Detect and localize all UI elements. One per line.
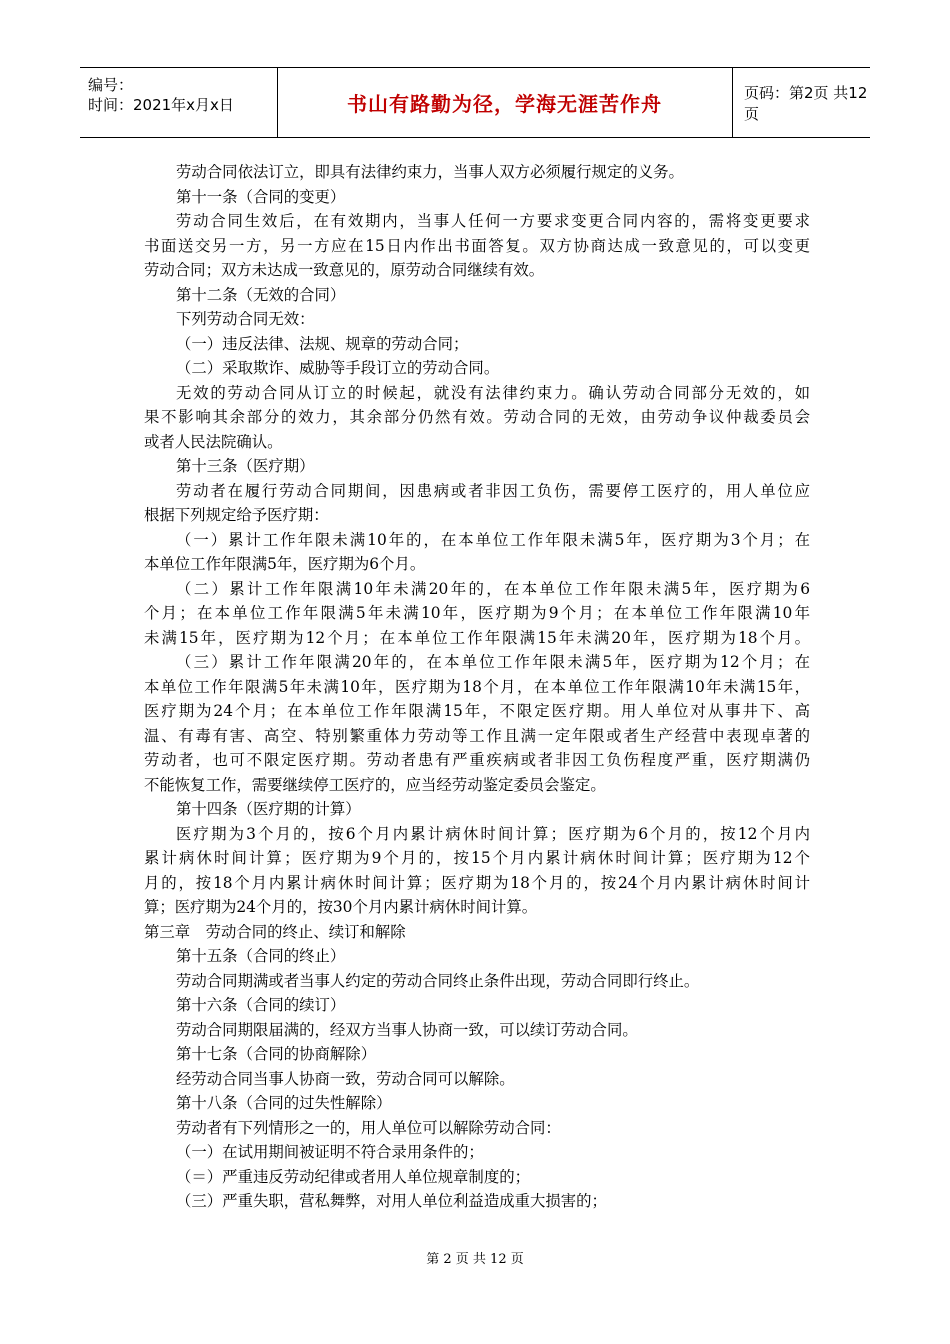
body-line: 温、有毒有害、高空、特别繁重体力劳动等工作且满一定年限或者生产经营中表现卓著的	[144, 726, 810, 745]
list-item: （三）累计工作年限满20年的，在本单位工作年限未满5年，医疗期为12个月；在	[176, 653, 810, 671]
body-line: 劳动合同期限届满的，经双方当事人协商一致，可以续订劳动合同。	[176, 1020, 638, 1039]
header-meta	[80, 68, 278, 137]
article-heading: 第十六条（合同的续订）	[176, 996, 346, 1014]
article-heading: 第十二条（无效的合同）	[176, 285, 346, 304]
body-line: 不能恢复工作，需要继续停工医疗的，应当经劳动鉴定委员会鉴定。	[144, 775, 606, 794]
body-line: 医疗期为24个月；在本单位工作年限满15年，不限定医疗期。用人单位对从事井下、高	[144, 702, 810, 720]
header-page-info: 页码：第2页 共12页	[744, 83, 868, 123]
body-line: 个月；在本单位工作年限满5年未满10年，医疗期为9个月；在本单位工作年限满10年	[144, 604, 810, 622]
serial-number-label: 编号：	[88, 76, 134, 94]
document-body	[144, 160, 810, 1214]
body-line: 劳动者有下列情形之一的，用人单位可以解除劳动合同：	[176, 1118, 561, 1137]
list-item: （一）违反法律、法规、规章的劳动合同；	[176, 334, 469, 353]
list-item: （二）累计工作年限满10年未满20年的，在本单位工作年限未满5年，医疗期为6	[176, 579, 810, 598]
body-line: 果不影响其余部分的效力，其余部分仍然有效。劳动合同的无效，由劳动争议仲裁委员会	[144, 408, 810, 426]
body-line: 书面送交另一方，另一方应在15日内作出书面答复。双方协商达成一致意见的，可以变更	[144, 236, 810, 255]
body-line: 劳动合同生效后，在有效期内，当事人任何一方要求变更合同内容的，需将变更要求	[176, 212, 810, 230]
header-page-info-cell	[732, 68, 870, 137]
article-heading: 第十七条（合同的协商解除）	[176, 1045, 377, 1063]
body-line: 月的，按18个月内累计病休时间计算；医疗期为18个月的，按24个月内累计病休时间计	[144, 873, 810, 892]
body-line: 劳动者，也可不限定医疗期。劳动者患有严重疾病或者非因工负伤程度严重，医疗期满仍	[144, 751, 810, 769]
body-line: 或者人民法院确认。	[144, 432, 283, 451]
body-line: 下列劳动合同无效：	[176, 310, 315, 328]
header-motto-cell	[277, 68, 733, 137]
list-item: （三）严重失职，营私舞弊，对用人单位利益造成重大损害的；	[176, 1192, 607, 1210]
article-heading: 第十四条（医疗期的计算）	[176, 800, 361, 818]
list-item: （一）在试用期间被证明不符合录用条件的；	[176, 1143, 484, 1161]
page-header	[80, 67, 870, 138]
body-line: 本单位工作年限满5年未满10年，医疗期为18个月，在本单位工作年限满10年未满15年，	[144, 677, 810, 696]
body-line: 劳动合同；双方未达成一致意见的，原劳动合同继续有效。	[144, 261, 545, 279]
body-line: 无效的劳动合同从订立的时候起，就没有法律约束力。确认劳动合同部分无效的，如	[176, 383, 810, 402]
page-footer: 第 2 页 共 12 页	[426, 1252, 524, 1267]
body-line: 根据下列规定给予医疗期：	[144, 506, 329, 524]
list-item: （二）采取欺诈、威胁等手段订立的劳动合同。	[176, 359, 500, 377]
article-heading: 第十八条（合同的过失性解除）	[176, 1094, 392, 1112]
body-line: 未满15年，医疗期为12个月；在本单位工作年限满15年未满20年，医疗期为18个月。	[144, 628, 810, 647]
article-heading: 第十五条（合同的终止）	[176, 947, 346, 965]
body-line: 累计病休时间计算；医疗期为9个月的，按15个月内累计病休时间计算；医疗期为12个	[144, 849, 810, 867]
article-heading: 第十三条（医疗期）	[176, 457, 315, 475]
body-line: 经劳动合同当事人协商一致，劳动合同可以解除。	[176, 1069, 515, 1088]
body-line: 劳动合同期满或者当事人约定的劳动合同终止条件出现，劳动合同即行终止。	[176, 971, 700, 990]
list-item: （＝）严重违反劳动纪律或者用人单位规章制度的；	[176, 1167, 530, 1186]
list-item: （一）累计工作年限未满10年的，在本单位工作年限未满5年，医疗期为3个月；在	[176, 530, 810, 549]
body-line: 劳动者在履行劳动合同期间，因患病或者非因工负伤，需要停工医疗的，用人单位应	[176, 481, 810, 500]
article-heading: 第十一条（合同的变更）	[176, 187, 346, 206]
body-line: 劳动合同依法订立，即具有法律约束力，当事人双方必须履行规定的义务。	[176, 163, 684, 181]
chapter-heading: 第三章 劳动合同的终止、续订和解除	[144, 922, 406, 941]
body-line: 医疗期为3个月的，按6个月内累计病休时间计算；医疗期为6个月的，按12个月内	[176, 824, 810, 843]
date-label: 时间：2021年x月x日	[88, 96, 234, 114]
body-line: 算；医疗期为24个月的，按30个月内累计病休时间计算。	[144, 898, 538, 916]
body-line: 本单位工作年限满5年，医疗期为6个月。	[144, 555, 426, 573]
header-motto: 书山有路勤为径，学海无涯苦作舟	[347, 92, 662, 116]
